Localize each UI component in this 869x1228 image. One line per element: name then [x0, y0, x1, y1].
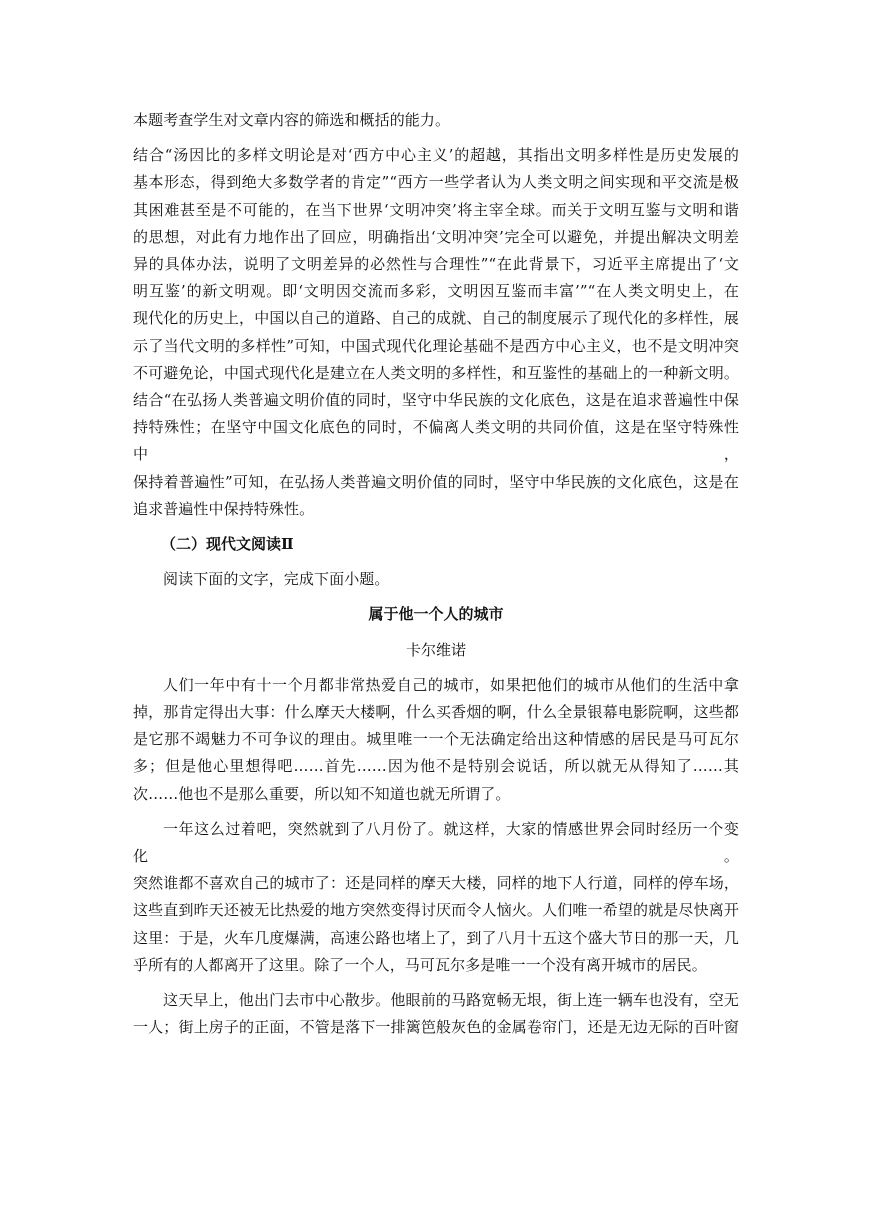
text-line: 不可避免论，中国式现代化是建立在人类文明的多样性，和互鉴性的基础上的一种新文明。: [133, 363, 739, 382]
analysis-paragraph-2: [133, 387, 739, 523]
text-line: 这天早上，他出门去市中心散步。他眼前的马路宽畅无垠，街上连一辆车也没有，空无: [163, 991, 739, 1010]
text-line: 结合“在弘扬人类普遍文明价值的同时，坚守中华民族的文化底色，这是在追求普遍性中保: [133, 391, 739, 410]
text-line: 示了当代文明的多样性”可知，中国式现代化理论基础不是西方中心主义，也不是文明冲突: [133, 336, 739, 355]
text-line: 次……他也不是那么重要，所以知不知道也就无所谓了。: [133, 784, 511, 803]
text-line: 保持着普遍性”可知，在弘扬人类普遍文明价值的同时，坚守中华民族的文化底色，这是在: [133, 472, 739, 491]
text-line: 这些直到昨天还被无比热爱的地方突然变得讨厌而令人恼火。人们唯一希望的就是尽快离开: [133, 901, 739, 920]
section-heading: （二）现代文阅读Ⅱ: [161, 535, 294, 554]
text-line: 突然谁都不喜欢自己的城市了：还是同样的摩天大楼，同样的地下人行道，同样的停车场，: [133, 874, 739, 893]
section-instruction: 阅读下面的文字，完成下面小题。: [163, 570, 390, 589]
story-paragraph-3: [133, 987, 739, 1041]
document-page: [133, 107, 739, 1042]
text-line: 持特殊性；在坚守中国文化底色的同时，不偏离人类文明的共同价值，这是在坚守特殊性中，: [133, 418, 739, 464]
text-line: 基本形态，得到绝大多数学者的肯定”“西方一些学者认为人类文明之间实现和平交流是极: [133, 173, 739, 192]
text-line: 乎所有的人都离开了这里。除了一个人，马可瓦尔多是唯一一个没有离开城市的居民。: [133, 955, 707, 974]
text-line: 的思想，对此有力地作出了回应，明确指出‘文明冲突’完全可以避免，并提出解决文明差: [133, 227, 739, 246]
analysis-intro: 本题考查学生对文章内容的筛选和概括的能力。: [133, 111, 451, 129]
text-line: 多；但是他心里想得吧……首先……因为他不是特别会说话，所以就无从得知了……其: [133, 757, 739, 776]
text-line: 一年这么过着吧，突然就到了八月份了。就这样，大家的情感世界会同时经历一个变化。: [133, 819, 739, 866]
story-paragraph-1: [133, 672, 739, 808]
text-line: 人们一年中有十一个月都非常热爱自己的城市，如果把他们的城市从他们的生活中拿: [163, 675, 739, 694]
text-line: 这里：于是，火车几度爆满，高速公路也堵上了，到了八月十五这个盛大节日的那一天，几: [133, 928, 739, 947]
text-line: 现代化的历史上，中国以自己的道路、自己的成就、自己的制度展示了现代化的多样性，展: [133, 309, 739, 328]
story-author: 卡尔维诺: [405, 640, 466, 659]
text-line: 结合“汤因比的多样文明论是对‘西方中心主义’的超越，其指出文明多样性是历史发展的: [133, 146, 739, 165]
text-line: 掉，那肯定得出大事：什么摩天大楼啊，什么买香烟的啊，什么全景银幕电影院啊，这些都: [133, 703, 739, 722]
text-line: 其困难甚至是不可能的，在当下世界‘文明冲突’将主宰全球。而关于文明互鉴与文明和谐: [133, 200, 739, 219]
text-line: 是它那不竭魅力不可争议的理由。城里唯一一个无法确定给出这种情感的居民是马可瓦尔: [133, 730, 739, 749]
analysis-paragraph-1: [133, 142, 739, 387]
text-line: 追求普遍性中保持特殊性。: [133, 499, 315, 518]
story-title: 属于他一个人的城市: [368, 605, 504, 624]
text-line: 明互鉴’的新文明观。即‘文明因交流而多彩，文明因互鉴而丰富’”“在人类文明史上，在: [133, 282, 739, 301]
story-paragraph-2: [133, 816, 739, 979]
text-line: 一人；街上房子的正面，不管是落下一排篱笆般灰色的金属卷帘门，还是无边无际的百叶窗: [133, 1018, 739, 1037]
text-line: 异的具体办法，说明了文明差异的必然性与合理性”“在此背景下，习近平主席提出了‘文: [133, 255, 739, 274]
